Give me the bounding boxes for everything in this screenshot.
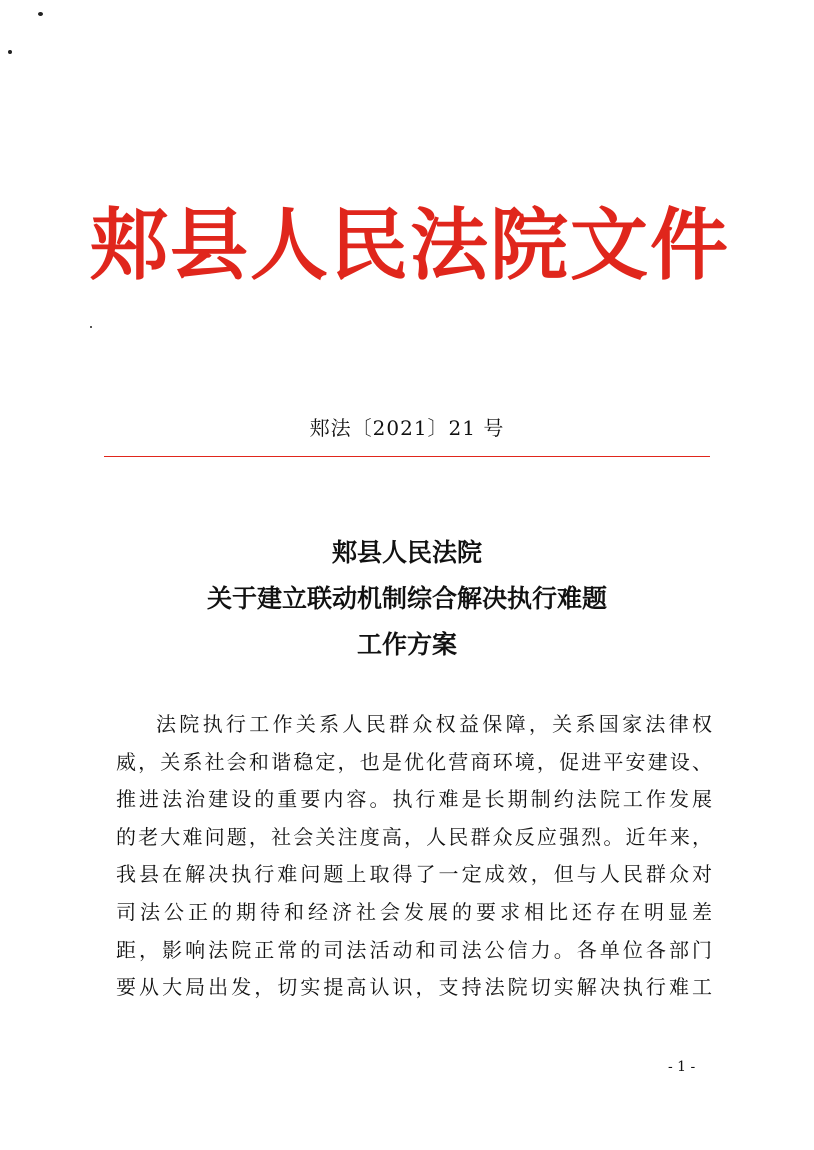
scan-speck — [8, 50, 12, 54]
body-line: 威，关系社会和谐稳定，也是优化营商环境，促进平安建设、 — [116, 749, 712, 774]
scan-speck — [38, 12, 43, 16]
title-line: 工作方案 — [356, 630, 457, 659]
body-line: 距，影响法院正常的司法活动和司法公信力。各单位各部门 — [116, 937, 712, 962]
body-line: 推进法治建设的重要内容。执行难是长期制约法院工作发展 — [116, 787, 712, 812]
scan-speck — [90, 326, 92, 328]
title-line: 郏县人民法院 — [331, 538, 482, 567]
body-line: 我县在解决执行难问题上取得了一定成效，但与人民群众对 — [116, 862, 712, 887]
page-number: - 1 - — [668, 1059, 696, 1075]
body-paragraph — [116, 706, 712, 1007]
body-line: 法院执行工作关系人民群众权益保障，关系国家法律权 — [156, 712, 712, 736]
title-line: 关于建立联动机制综合解决执行难题 — [206, 584, 607, 613]
body-line: 的老大难问题，社会关注度高，人民群众反应强烈。近年来， — [116, 824, 712, 849]
document-title — [0, 530, 814, 668]
document-number: 郏法〔2021〕21 号 — [309, 416, 505, 440]
body-line: 要从大局出发，切实提高认识，支持法院切实解决执行难工 — [116, 975, 712, 1000]
red-divider-line — [104, 456, 710, 457]
body-line: 司法公正的期待和经济社会发展的要求相比还存在明显差 — [116, 899, 712, 924]
issuing-authority-header: 郏县人民法院文件 — [90, 200, 731, 291]
